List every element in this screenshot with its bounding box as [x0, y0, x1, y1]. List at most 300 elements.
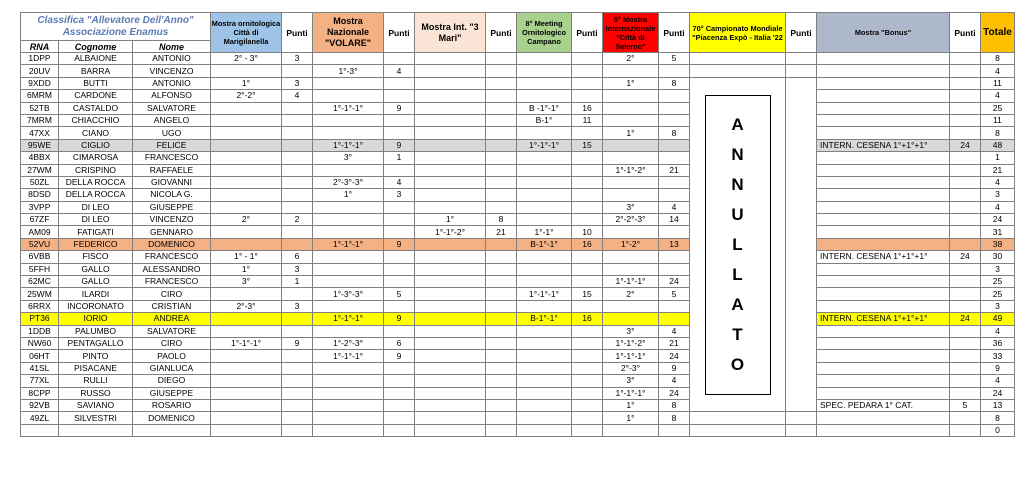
- table-row: [21, 387, 1015, 399]
- nome-cell: DOMENICO: [133, 238, 211, 250]
- punti-1-cell: [282, 387, 313, 399]
- mostra-5-cell: [603, 152, 659, 164]
- mostra-3-cell: 1°: [415, 214, 486, 226]
- mostra-3-cell: [415, 263, 486, 275]
- punti-7-cell: [950, 176, 981, 188]
- punti-2-cell: 4: [384, 65, 415, 77]
- mostra-5-cell: 3°: [603, 375, 659, 387]
- header-show-1: Mostra ornitologica Città di Marigilanella: [211, 13, 282, 53]
- totale-cell: 24: [981, 214, 1015, 226]
- mostra-5-cell: 1°-1°-1°: [603, 387, 659, 399]
- punti-3-cell: [486, 238, 517, 250]
- mostra-1-cell: [211, 238, 282, 250]
- mostra-5-cell: 1°-2°: [603, 238, 659, 250]
- nome-cell: VINCENZO: [133, 214, 211, 226]
- mostra-3-cell: [415, 127, 486, 139]
- punti-1-cell: [282, 176, 313, 188]
- mostra-7-cell: [817, 238, 950, 250]
- punti-5-cell: 5: [659, 53, 690, 65]
- punti-4-cell: [572, 350, 603, 362]
- mostra-7-cell: [817, 387, 950, 399]
- title-line-2: Associazione Enamus: [62, 26, 169, 38]
- totale-cell: 25: [981, 276, 1015, 288]
- mostra-2-cell: 1°: [313, 189, 384, 201]
- mostra-4-cell: [517, 90, 572, 102]
- mostra-1-cell: [211, 201, 282, 213]
- mostra-2-cell: [313, 53, 384, 65]
- punti-2-cell: [384, 77, 415, 89]
- mostra-2-cell: 1°-1°-1°: [313, 238, 384, 250]
- mostra-2-cell: 1°-1°-1°: [313, 350, 384, 362]
- punti-7-cell: [950, 350, 981, 362]
- punti-3-cell: [486, 164, 517, 176]
- punti-7-cell: [950, 424, 981, 436]
- mostra-7-cell: INTERN. CESENA 1°+1°+1°: [817, 251, 950, 263]
- mostra-3-cell: [415, 387, 486, 399]
- punti-5-cell: 8: [659, 399, 690, 411]
- header-punti: Punti: [950, 13, 981, 53]
- header-show-7: Mostra "Bonus": [817, 13, 950, 53]
- header-punti: Punti: [659, 13, 690, 53]
- mostra-1-cell: [211, 325, 282, 337]
- punti-7-cell: 5: [950, 399, 981, 411]
- cognome-cell: SAVIANO: [59, 399, 133, 411]
- mostra-4-cell: [517, 127, 572, 139]
- punti-3-cell: [486, 77, 517, 89]
- annullato-letter: L: [732, 234, 743, 254]
- punti-4-cell: [572, 399, 603, 411]
- mostra-7-cell: [817, 226, 950, 238]
- table-row: [21, 53, 1015, 65]
- nome-cell: SALVATORE: [133, 325, 211, 337]
- punti-2-cell: [384, 325, 415, 337]
- totale-cell: 31: [981, 226, 1015, 238]
- rna-cell: 20UV: [21, 65, 59, 77]
- punti-4-cell: 16: [572, 313, 603, 325]
- nome-cell: UGO: [133, 127, 211, 139]
- totale-cell: 3: [981, 189, 1015, 201]
- rna-cell: 95WE: [21, 139, 59, 151]
- mostra-2-cell: [313, 214, 384, 226]
- punti-1-cell: 1: [282, 276, 313, 288]
- totale-cell: 36: [981, 337, 1015, 349]
- classifica-table: [20, 12, 1015, 437]
- totale-cell: 8: [981, 53, 1015, 65]
- punti-2-cell: [384, 226, 415, 238]
- mostra-2-cell: [313, 375, 384, 387]
- nome-cell: GIOVANNI: [133, 176, 211, 188]
- mostra-5-cell: 1°: [603, 412, 659, 424]
- mostra-2-cell: [313, 114, 384, 126]
- punti-1-cell: [282, 164, 313, 176]
- mostra-4-cell: 1°-1°: [517, 226, 572, 238]
- mostra-4-cell: [517, 214, 572, 226]
- punti-7-cell: [950, 276, 981, 288]
- punti-5-cell: 5: [659, 288, 690, 300]
- nome-cell: VINCENZO: [133, 65, 211, 77]
- punti-5-cell: [659, 139, 690, 151]
- table-row: [21, 325, 1015, 337]
- mostra-3-cell: [415, 164, 486, 176]
- mostra-1-cell: [211, 313, 282, 325]
- mostra-4-cell: B-1°-1°: [517, 238, 572, 250]
- punti-3-cell: [486, 189, 517, 201]
- punti-5-cell: [659, 152, 690, 164]
- rna-cell: 41SL: [21, 362, 59, 374]
- punti-5-cell: [659, 251, 690, 263]
- punti-5-cell: [659, 300, 690, 312]
- punti-4-cell: [572, 65, 603, 77]
- punti-4-cell: [572, 263, 603, 275]
- punti-4-cell: [572, 214, 603, 226]
- rna-cell: 50ZL: [21, 176, 59, 188]
- punti-4-cell: [572, 90, 603, 102]
- totale-cell: 4: [981, 325, 1015, 337]
- cognome-cell: DI LEO: [59, 214, 133, 226]
- punti-7-cell: [950, 263, 981, 275]
- mostra-4-cell: [517, 325, 572, 337]
- punti-4-cell: 16: [572, 238, 603, 250]
- punti-4-cell: 11: [572, 114, 603, 126]
- punti-3-cell: [486, 362, 517, 374]
- mostra-7-cell: INTERN. CESENA 1°+1°+1°: [817, 139, 950, 151]
- punti-1-cell: [282, 362, 313, 374]
- mostra-4-cell: [517, 276, 572, 288]
- header-totale: Totale: [981, 13, 1015, 53]
- punti-4-cell: [572, 127, 603, 139]
- mostra-7-cell: INTERN. CESENA 1°+1°+1°: [817, 313, 950, 325]
- table-row: [21, 412, 1015, 424]
- punti-2-cell: [384, 300, 415, 312]
- punti-3-cell: [486, 325, 517, 337]
- mostra-7-cell: [817, 65, 950, 77]
- mostra-5-cell: [603, 313, 659, 325]
- mostra-5-cell: 1°: [603, 399, 659, 411]
- punti-7-cell: [950, 226, 981, 238]
- mostra-2-cell: 1°-3°-3°: [313, 288, 384, 300]
- mostra-4-cell: [517, 164, 572, 176]
- punti-5-cell: 13: [659, 238, 690, 250]
- header-punti: Punti: [786, 13, 817, 53]
- mostra-3-cell: [415, 424, 486, 436]
- table-row: [21, 300, 1015, 312]
- punti-7-cell: 24: [950, 313, 981, 325]
- nome-cell: ROSARIO: [133, 399, 211, 411]
- table-row: [21, 77, 1015, 89]
- totale-cell: 30: [981, 251, 1015, 263]
- header-punti: Punti: [572, 13, 603, 53]
- nome-cell: ALESSANDRO: [133, 263, 211, 275]
- punti-7-cell: [950, 412, 981, 424]
- header-show-6: 70° Campionato Mondiale "Piacenza Expò - Italia '22: [690, 13, 786, 53]
- mostra-5-cell: 2°: [603, 53, 659, 65]
- punti-4-cell: [572, 189, 603, 201]
- rna-cell: 9XDD: [21, 77, 59, 89]
- punti-2-cell: 9: [384, 313, 415, 325]
- cognome-cell: BUTTI: [59, 77, 133, 89]
- nome-cell: DIEGO: [133, 375, 211, 387]
- table-row: [21, 139, 1015, 151]
- cognome-cell: INCORONATO: [59, 300, 133, 312]
- punti-7-cell: [950, 90, 981, 102]
- mostra-5-cell: 3°: [603, 201, 659, 213]
- mostra-3-cell: [415, 399, 486, 411]
- mostra-5-cell: 2°-3°: [603, 362, 659, 374]
- nome-cell: FRANCESCO: [133, 251, 211, 263]
- rna-cell: 52TB: [21, 102, 59, 114]
- punti-5-cell: [659, 189, 690, 201]
- punti-2-cell: 6: [384, 337, 415, 349]
- annullato-letter: O: [730, 354, 745, 374]
- mostra-3-cell: [415, 412, 486, 424]
- cognome-cell: PINTO: [59, 350, 133, 362]
- rna-cell: 77XL: [21, 375, 59, 387]
- punti-3-cell: [486, 65, 517, 77]
- totale-cell: 4: [981, 65, 1015, 77]
- header-punti: Punti: [486, 13, 517, 53]
- mostra-2-cell: [313, 201, 384, 213]
- mostra-4-cell: B -1°-1°: [517, 102, 572, 114]
- punti-4-cell: [572, 77, 603, 89]
- mostra-5-cell: [603, 226, 659, 238]
- punti-2-cell: [384, 114, 415, 126]
- mostra-5-cell: 3°: [603, 325, 659, 337]
- punti-6-cell: [786, 65, 817, 77]
- rna-cell: AM09: [21, 226, 59, 238]
- punti-3-cell: [486, 139, 517, 151]
- mostra-2-cell: 1°-2°-3°: [313, 337, 384, 349]
- punti-2-cell: 1: [384, 152, 415, 164]
- punti-5-cell: 8: [659, 412, 690, 424]
- header-nome: Nome: [133, 41, 211, 53]
- totale-cell: 8: [981, 412, 1015, 424]
- cognome-cell: ILARDI: [59, 288, 133, 300]
- mostra-7-cell: [817, 164, 950, 176]
- mostra-7-cell: [817, 201, 950, 213]
- totale-cell: 48: [981, 139, 1015, 151]
- mostra-2-cell: 1°-1°-1°: [313, 139, 384, 151]
- totale-cell: 24: [981, 387, 1015, 399]
- punti-3-cell: [486, 90, 517, 102]
- nome-cell: ANGELO: [133, 114, 211, 126]
- mostra-1-cell: [211, 226, 282, 238]
- punti-3-cell: [486, 337, 517, 349]
- annullato-letter: L: [732, 264, 743, 284]
- mostra-2-cell: 1°-1°-1°: [313, 102, 384, 114]
- nome-cell: [133, 424, 211, 436]
- punti-5-cell: 4: [659, 325, 690, 337]
- punti-2-cell: 9: [384, 139, 415, 151]
- punti-5-cell: 8: [659, 127, 690, 139]
- totale-cell: 25: [981, 102, 1015, 114]
- punti-7-cell: 24: [950, 251, 981, 263]
- punti-5-cell: 4: [659, 201, 690, 213]
- table-row: [21, 152, 1015, 164]
- mostra-1-cell: 1°: [211, 263, 282, 275]
- rna-cell: 6RRX: [21, 300, 59, 312]
- punti-3-cell: [486, 424, 517, 436]
- mostra-2-cell: [313, 276, 384, 288]
- mostra-7-cell: [817, 424, 950, 436]
- classifica-sheet: [20, 12, 1015, 437]
- title-line-1: Classifica "Allevatore Dell'Anno": [37, 14, 194, 26]
- mostra-7-cell: [817, 362, 950, 374]
- mostra-4-cell: [517, 424, 572, 436]
- mostra-7-cell: [817, 102, 950, 114]
- mostra-2-cell: [313, 77, 384, 89]
- rna-cell: 52VU: [21, 238, 59, 250]
- rna-cell: 6MRM: [21, 90, 59, 102]
- punti-7-cell: [950, 127, 981, 139]
- rna-cell: [21, 424, 59, 436]
- mostra-4-cell: [517, 189, 572, 201]
- mostra-5-cell: [603, 189, 659, 201]
- punti-2-cell: 3: [384, 189, 415, 201]
- mostra-7-cell: [817, 90, 950, 102]
- table-row: [21, 65, 1015, 77]
- mostra-7-cell: [817, 189, 950, 201]
- punti-4-cell: [572, 276, 603, 288]
- mostra-1-cell: 1°: [211, 77, 282, 89]
- totale-cell: 13: [981, 399, 1015, 411]
- table-row: [21, 276, 1015, 288]
- totale-cell: 25: [981, 288, 1015, 300]
- totale-cell: 0: [981, 424, 1015, 436]
- mostra-4-cell: [517, 337, 572, 349]
- punti-5-cell: 24: [659, 350, 690, 362]
- nome-cell: SALVATORE: [133, 102, 211, 114]
- mostra-2-cell: [313, 424, 384, 436]
- nome-cell: GENNARO: [133, 226, 211, 238]
- mostra-2-cell: [313, 263, 384, 275]
- mostra-5-cell: [603, 300, 659, 312]
- cognome-cell: CHIACCHIO: [59, 114, 133, 126]
- punti-5-cell: [659, 424, 690, 436]
- punti-7-cell: [950, 375, 981, 387]
- punti-1-cell: [282, 424, 313, 436]
- totale-cell: 11: [981, 77, 1015, 89]
- table-row: [21, 102, 1015, 114]
- rna-cell: 1DPP: [21, 53, 59, 65]
- punti-3-cell: [486, 313, 517, 325]
- mostra-2-cell: [313, 362, 384, 374]
- punti-7-cell: [950, 189, 981, 201]
- punti-2-cell: [384, 362, 415, 374]
- nome-cell: ALFONSO: [133, 90, 211, 102]
- mostra-5-cell: [603, 139, 659, 151]
- totale-cell: 4: [981, 375, 1015, 387]
- mostra-1-cell: [211, 65, 282, 77]
- mostra-3-cell: [415, 114, 486, 126]
- punti-4-cell: 15: [572, 139, 603, 151]
- mostra-5-cell: [603, 424, 659, 436]
- mostra-4-cell: [517, 300, 572, 312]
- punti-4-cell: [572, 164, 603, 176]
- punti-4-cell: [572, 362, 603, 374]
- cognome-cell: [59, 424, 133, 436]
- mostra-4-cell: [517, 387, 572, 399]
- mostra-5-cell: 1°: [603, 127, 659, 139]
- punti-4-cell: [572, 412, 603, 424]
- nome-cell: PAOLO: [133, 350, 211, 362]
- punti-1-cell: [282, 226, 313, 238]
- mostra-5-cell: 1°-1°-1°: [603, 350, 659, 362]
- punti-2-cell: [384, 399, 415, 411]
- header-show-5: 5° Mostra Internazionale "Città di Salerno": [603, 13, 659, 53]
- totale-cell: 4: [981, 176, 1015, 188]
- mostra-3-cell: [415, 362, 486, 374]
- punti-1-cell: [282, 313, 313, 325]
- punti-2-cell: [384, 201, 415, 213]
- cognome-cell: CRISPINO: [59, 164, 133, 176]
- punti-7-cell: [950, 102, 981, 114]
- mostra-5-cell: 1°: [603, 77, 659, 89]
- punti-7-cell: [950, 77, 981, 89]
- rna-cell: 1DDB: [21, 325, 59, 337]
- cognome-cell: SILVESTRI: [59, 412, 133, 424]
- totale-cell: 11: [981, 114, 1015, 126]
- nome-cell: DOMENICO: [133, 412, 211, 424]
- mostra-1-cell: [211, 387, 282, 399]
- header-cognome: Cognome: [59, 41, 133, 53]
- nome-cell: RAFFAELE: [133, 164, 211, 176]
- punti-3-cell: [486, 176, 517, 188]
- punti-3-cell: [486, 127, 517, 139]
- mostra-2-cell: 2°-3°-3°: [313, 176, 384, 188]
- punti-4-cell: 10: [572, 226, 603, 238]
- mostra-5-cell: [603, 176, 659, 188]
- mostra-3-cell: [415, 189, 486, 201]
- rna-cell: 67ZF: [21, 214, 59, 226]
- punti-5-cell: [659, 313, 690, 325]
- table-row: [21, 399, 1015, 411]
- punti-5-cell: [659, 176, 690, 188]
- rna-cell: 62MC: [21, 276, 59, 288]
- mostra-5-cell: 1°-1°-2°: [603, 164, 659, 176]
- punti-5-cell: [659, 226, 690, 238]
- nome-cell: ANTONIO: [133, 53, 211, 65]
- rna-cell: NW60: [21, 337, 59, 349]
- nome-cell: GIUSEPPE: [133, 387, 211, 399]
- mostra-1-cell: 2°-2°: [211, 90, 282, 102]
- mostra-4-cell: [517, 152, 572, 164]
- nome-cell: NICOLA G.: [133, 189, 211, 201]
- cognome-cell: DI LEO: [59, 201, 133, 213]
- mostra-6-cell: [690, 53, 786, 65]
- annullato-letter: T: [732, 324, 743, 344]
- rna-cell: 8CPP: [21, 387, 59, 399]
- table-row: [21, 350, 1015, 362]
- mostra-7-cell: [817, 152, 950, 164]
- punti-1-cell: [282, 350, 313, 362]
- punti-3-cell: [486, 288, 517, 300]
- totale-cell: 8: [981, 127, 1015, 139]
- mostra-1-cell: [211, 164, 282, 176]
- mostra-7-cell: [817, 263, 950, 275]
- cognome-cell: RULLI: [59, 375, 133, 387]
- mostra-1-cell: [211, 412, 282, 424]
- mostra-5-cell: [603, 263, 659, 275]
- punti-3-cell: 21: [486, 226, 517, 238]
- punti-4-cell: [572, 387, 603, 399]
- table-row: [21, 263, 1015, 275]
- mostra-2-cell: [313, 300, 384, 312]
- mostra-5-cell: [603, 65, 659, 77]
- punti-2-cell: [384, 375, 415, 387]
- mostra-3-cell: 1°-1°-2°: [415, 226, 486, 238]
- punti-3-cell: [486, 53, 517, 65]
- mostra-1-cell: [211, 424, 282, 436]
